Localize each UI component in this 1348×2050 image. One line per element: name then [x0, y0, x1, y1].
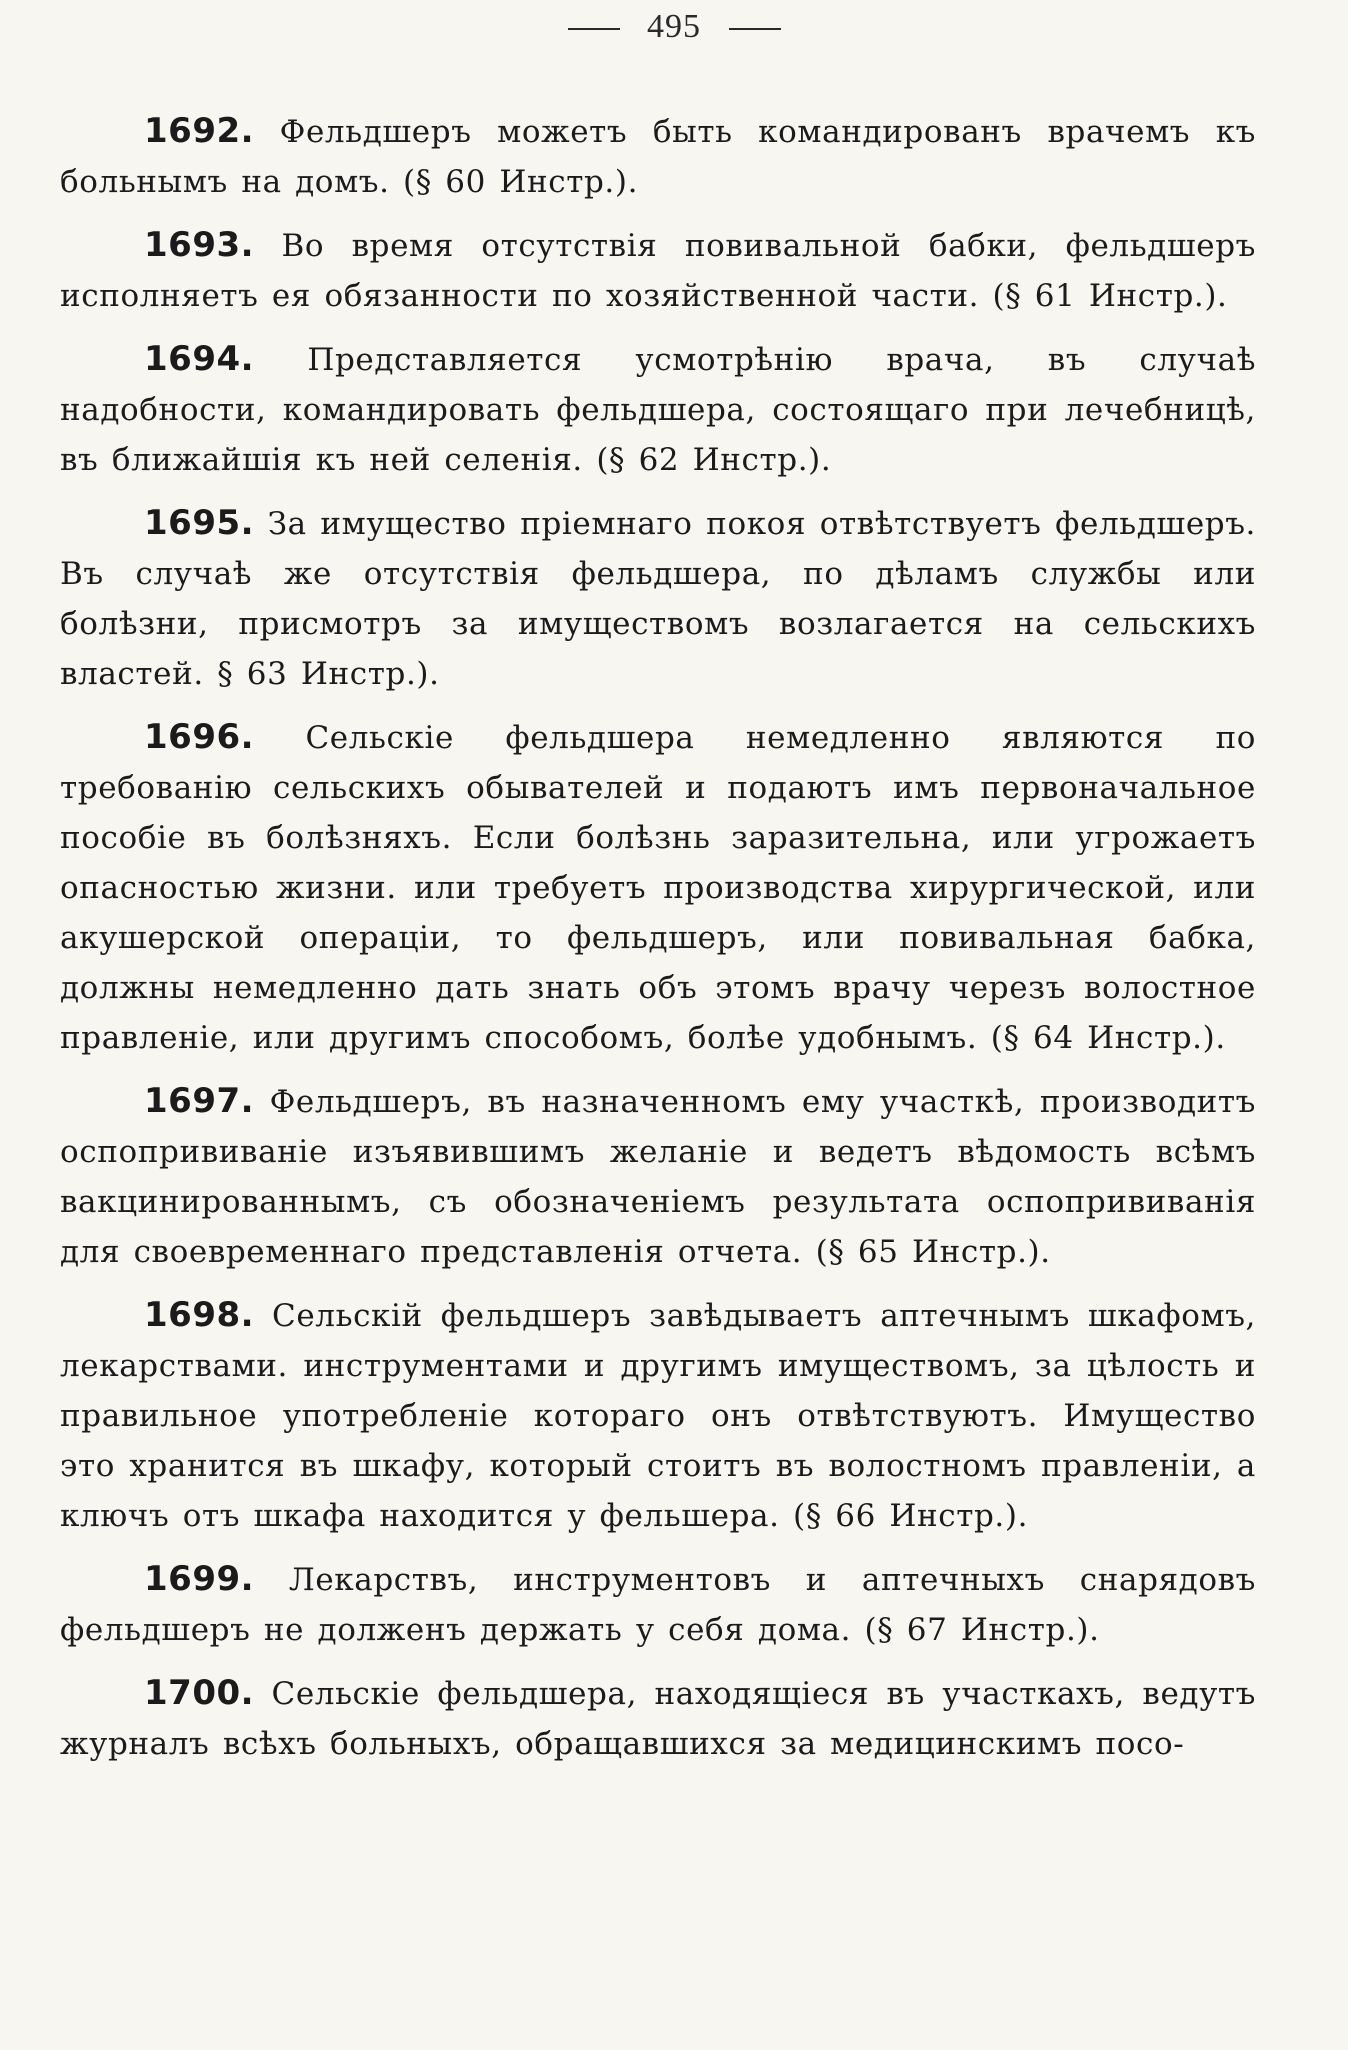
- article-number: 1693.: [144, 225, 255, 265]
- article-text: Сельскіе фельдшера, находящіеся въ участкахъ, ведутъ журналъ всѣхъ больныхъ, обращавшихся за медицинскимъ посо-: [60, 1676, 1256, 1762]
- article-text: Представляется усмотрѣнію врача, въ случаѣ надобности, командировать фельдшера, состоящаго при лечебницѣ, въ ближайшія къ ней селенія. (§ 62 Инстр.).: [60, 342, 1256, 478]
- header-dash-left: [568, 28, 620, 30]
- article-text: Сельскій фельдшеръ завѣдываетъ аптечнымъ шкафомъ, лекарствами. инструментами и другимъ имуществомъ, за цѣлость и правильное употребленіе котораго онъ отвѣтствуютъ. Имущество это хранится въ шкафу, который стоитъ въ волостномъ правленіи, а ключъ отъ шкафа находится у фельшера. (§ 66 Инстр.).: [60, 1298, 1256, 1534]
- article-number: 1692.: [144, 111, 255, 151]
- article-number: 1699.: [144, 1559, 255, 1599]
- article-number: 1700.: [144, 1673, 255, 1713]
- article-1696: [60, 712, 1256, 1063]
- article-1697: [60, 1076, 1256, 1277]
- article-number: 1694.: [144, 339, 255, 379]
- article-text: За имущество пріемнаго покоя отвѣтствуетъ фельдшеръ. Въ случаѣ же отсутствія фельдшера, по дѣламъ службы или болѣзни, присмотръ за имуществомъ возлагается на сельскихъ властей. § 63 Инстр.).: [60, 506, 1256, 692]
- article-text: Во время отсутствія повивальной бабки, фельдшеръ исполняетъ ея обязанности по хозяйственной части. (§ 61 Инстр.).: [60, 228, 1256, 314]
- article-1698: [60, 1290, 1256, 1541]
- article-1699: [60, 1554, 1256, 1655]
- article-1694: [60, 334, 1256, 485]
- article-number: 1697.: [144, 1081, 255, 1121]
- article-text: Фельдшеръ можетъ быть командированъ врачемъ къ больнымъ на домъ. (§ 60 Инстр.).: [60, 114, 1256, 200]
- article-number: 1695.: [144, 503, 255, 543]
- article-list: [60, 106, 1256, 1782]
- page-number: 495: [647, 8, 701, 45]
- article-number: 1698.: [144, 1295, 255, 1335]
- article-1695: [60, 498, 1256, 699]
- article-text: Сельскіе фельдшера немедленно являются по требованію сельскихъ обывателей и подаютъ имъ первоначальное пособіе въ болѣзняхъ. Если болѣзнь заразительна, или угрожаетъ опасностью жизни. или требуетъ производства хирургической, или акушерской операціи, то фельдшеръ, или повивальная бабка, должны немедленно дать знать объ этомъ врачу черезъ волостное правленіе, или другимъ способомъ, болѣе удобнымъ. (§ 64 Инстр.).: [60, 720, 1256, 1056]
- article-text: Фельдшеръ, въ назначенномъ ему участкѣ, производитъ оспопрививаніе изъявившимъ желаніе и ведетъ вѣдомость всѣмъ вакцинированнымъ, съ обозначеніемъ результата оспопрививанія для своевременнаго представленія отчета. (§ 65 Инстр.).: [60, 1084, 1256, 1270]
- page-header: [0, 8, 1348, 46]
- article-1693: [60, 220, 1256, 321]
- article-1692: [60, 106, 1256, 207]
- header-dash-right: [729, 28, 781, 30]
- article-text: Лекарствъ, инструментовъ и аптечныхъ снарядовъ фельдшеръ не долженъ держать у себя дома. (§ 67 Инстр.).: [60, 1562, 1256, 1648]
- article-number: 1696.: [144, 717, 255, 757]
- article-1700: [60, 1668, 1256, 1769]
